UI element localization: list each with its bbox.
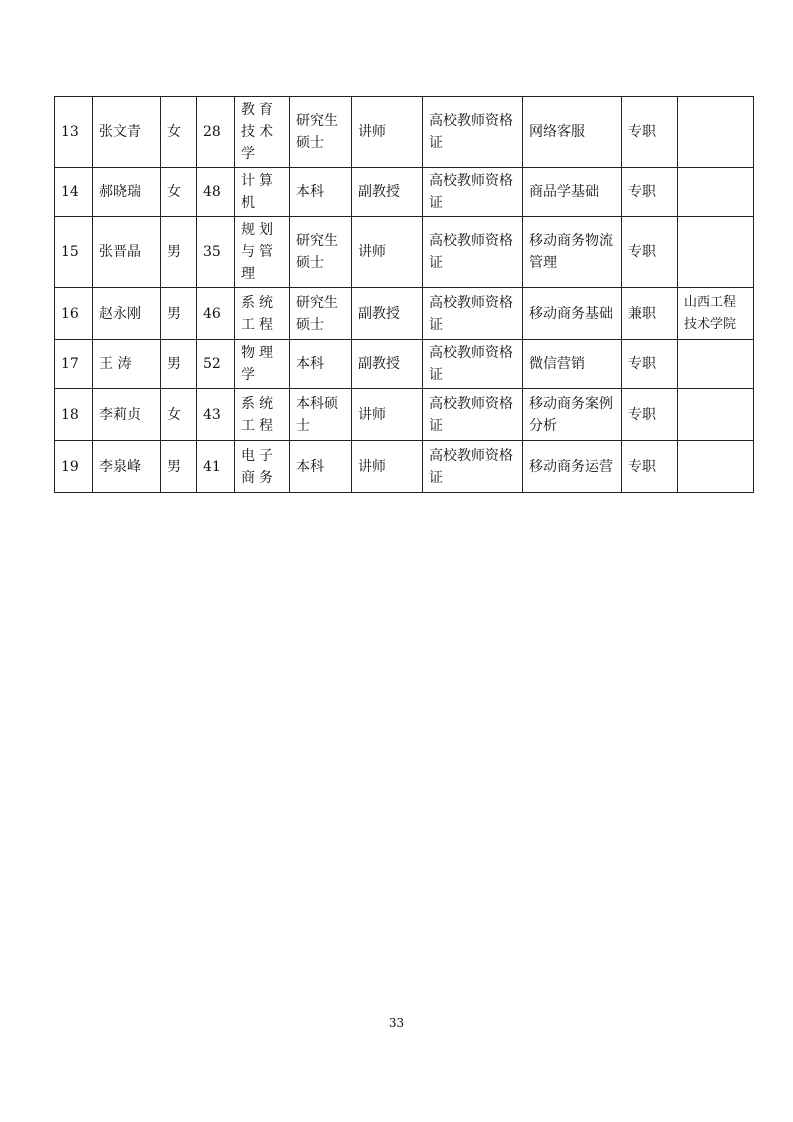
cell-name: 李莉贞 — [93, 389, 161, 441]
cell-age: 35 — [197, 217, 235, 288]
cell-age: 28 — [197, 97, 235, 168]
cell-name: 张文青 — [93, 97, 161, 168]
cell-number: 17 — [55, 340, 93, 389]
cell-gender: 女 — [161, 97, 197, 168]
cell-unit — [678, 217, 754, 288]
cell-title: 讲师 — [352, 441, 423, 493]
cell-gender: 男 — [161, 217, 197, 288]
cell-course: 移动商务案例分析 — [523, 389, 622, 441]
cell-title: 讲师 — [352, 97, 423, 168]
table-row — [55, 340, 754, 389]
cell-course: 网络客服 — [523, 97, 622, 168]
cell-employment-type: 专职 — [622, 168, 678, 217]
page-number: 33 — [388, 1016, 405, 1030]
cell-number: 16 — [55, 288, 93, 340]
cell-name: 王 涛 — [93, 340, 161, 389]
cell-title: 副教授 — [352, 168, 423, 217]
cell-degree: 本科 — [290, 441, 352, 493]
cell-number: 13 — [55, 97, 93, 168]
cell-title: 副教授 — [352, 340, 423, 389]
cell-unit — [678, 441, 754, 493]
table-body — [55, 97, 754, 493]
cell-major: 计算机 — [235, 168, 290, 217]
table-row — [55, 288, 754, 340]
table-row — [55, 168, 754, 217]
cell-employment-type: 专职 — [622, 217, 678, 288]
cell-name: 李泉峰 — [93, 441, 161, 493]
cell-name: 张晋晶 — [93, 217, 161, 288]
cell-certificate: 高校教师资格证 — [423, 441, 523, 493]
cell-number: 14 — [55, 168, 93, 217]
cell-number: 19 — [55, 441, 93, 493]
cell-gender: 女 — [161, 168, 197, 217]
cell-major: 教育技术学 — [235, 97, 290, 168]
cell-employment-type: 专职 — [622, 340, 678, 389]
cell-title: 讲师 — [352, 389, 423, 441]
cell-course: 微信营销 — [523, 340, 622, 389]
cell-major: 物理学 — [235, 340, 290, 389]
cell-certificate: 高校教师资格证 — [423, 217, 523, 288]
cell-number: 15 — [55, 217, 93, 288]
cell-unit — [678, 389, 754, 441]
cell-name: 郝晓瑞 — [93, 168, 161, 217]
cell-age: 52 — [197, 340, 235, 389]
cell-certificate: 高校教师资格证 — [423, 168, 523, 217]
cell-employment-type: 专职 — [622, 97, 678, 168]
cell-course: 移动商务基础 — [523, 288, 622, 340]
cell-degree: 本科 — [290, 168, 352, 217]
cell-certificate: 高校教师资格证 — [423, 389, 523, 441]
cell-course: 移动商务运营 — [523, 441, 622, 493]
cell-major: 规划与管理 — [235, 217, 290, 288]
cell-major: 系统工程 — [235, 389, 290, 441]
cell-name: 赵永刚 — [93, 288, 161, 340]
cell-unit — [678, 97, 754, 168]
cell-unit: 山西工程技术学院 — [678, 288, 754, 340]
cell-age: 46 — [197, 288, 235, 340]
table-row — [55, 389, 754, 441]
cell-age: 43 — [197, 389, 235, 441]
cell-gender: 男 — [161, 288, 197, 340]
cell-number: 18 — [55, 389, 93, 441]
cell-course: 商品学基础 — [523, 168, 622, 217]
cell-title: 副教授 — [352, 288, 423, 340]
cell-employment-type: 专职 — [622, 389, 678, 441]
table-row — [55, 217, 754, 288]
cell-gender: 男 — [161, 441, 197, 493]
cell-degree: 研究生硕士 — [290, 217, 352, 288]
table-row — [55, 97, 754, 168]
cell-major: 系统工程 — [235, 288, 290, 340]
cell-title: 讲师 — [352, 217, 423, 288]
cell-degree: 研究生硕士 — [290, 97, 352, 168]
cell-gender: 男 — [161, 340, 197, 389]
cell-employment-type: 兼职 — [622, 288, 678, 340]
cell-age: 48 — [197, 168, 235, 217]
cell-course: 移动商务物流管理 — [523, 217, 622, 288]
cell-certificate: 高校教师资格证 — [423, 340, 523, 389]
cell-degree: 本科硕士 — [290, 389, 352, 441]
cell-gender: 女 — [161, 389, 197, 441]
cell-unit — [678, 340, 754, 389]
cell-unit — [678, 168, 754, 217]
cell-major: 电子商务 — [235, 441, 290, 493]
cell-degree: 本科 — [290, 340, 352, 389]
cell-degree: 研究生硕士 — [290, 288, 352, 340]
cell-certificate: 高校教师资格证 — [423, 288, 523, 340]
faculty-table — [54, 96, 754, 493]
table-row — [55, 441, 754, 493]
cell-employment-type: 专职 — [622, 441, 678, 493]
cell-age: 41 — [197, 441, 235, 493]
cell-certificate: 高校教师资格证 — [423, 97, 523, 168]
